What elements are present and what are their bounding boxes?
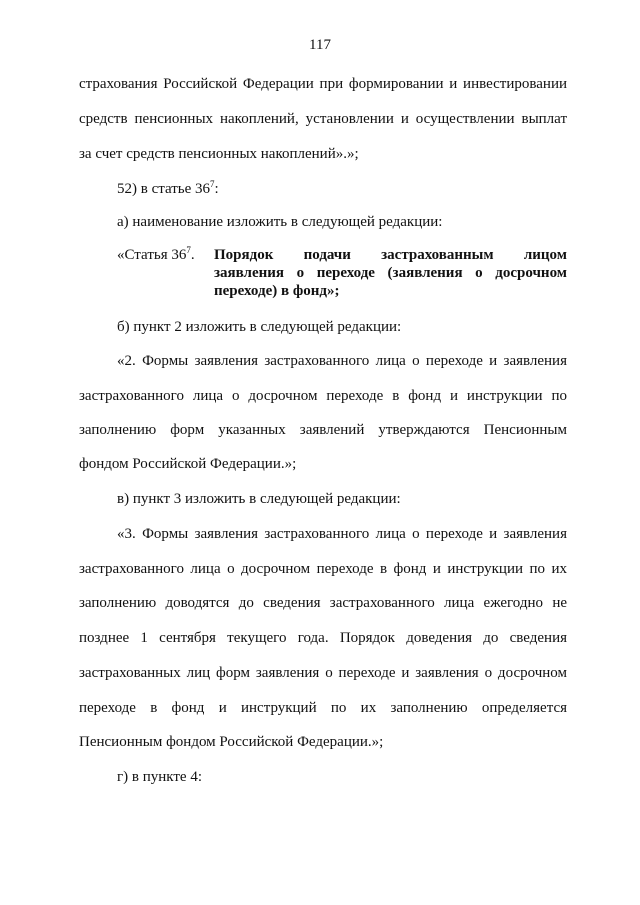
text-line: средств пенсионных накоплений, установлении и осуществлении выплат [79, 111, 567, 127]
article-title-block [79, 246, 567, 302]
article-title [214, 246, 567, 300]
page-number: 117 [309, 37, 331, 53]
text-line: Пенсионным фондом Российской Федерации.»; [79, 734, 384, 750]
text-line: заполнению доводятся до сведения застрахованного лица ежегодно не [79, 595, 567, 611]
article-label: «Статья $36^7$. [117, 245, 195, 263]
article-title-line: переходе) в фонд»; [214, 283, 340, 299]
text-line: за счет средств пенсионных накоплений».»; [79, 146, 359, 162]
article-title-line: Порядок подачи застрахованным лицом [214, 247, 567, 263]
text-line: фондом Российской Федерации.»; [79, 456, 297, 472]
text-line: «2. Формы заявления застрахованного лица о переходе и заявления [117, 353, 567, 369]
subitem-v: в) пункт 3 изложить в следующей редакции: [117, 491, 401, 507]
text-line: заполнению форм указанных заявлений утверждаются Пенсионным [79, 422, 567, 438]
item-52-heading: 52) в статье $36^7$: [117, 179, 219, 197]
article-title-line: заявления о переходе (заявления о досрочном [214, 265, 567, 281]
text-line: страхования Российской Федерации при формировании и инвестировании [79, 76, 567, 92]
subitem-b: б) пункт 2 изложить в следующей редакции: [117, 319, 402, 335]
subitem-g: г) в пункте 4: [117, 769, 203, 785]
text-line: «3. Формы заявления застрахованного лица о переходе и заявления [117, 526, 567, 542]
text-line: застрахованного лица о досрочном переходе в фонд и инструкции по [79, 388, 567, 404]
text-line: застрахованного лица о досрочном переходе в фонд и инструкции по их [79, 561, 567, 577]
text-line: переходе в фонд и инструкций по их заполнению определяется [79, 700, 567, 716]
subitem-a: а) наименование изложить в следующей редакции: [117, 214, 443, 230]
text-line: застрахованных лиц форм заявления о переходе и заявления о досрочном [79, 665, 567, 681]
text-line: позднее 1 сентября текущего года. Порядок доведения до сведения [79, 630, 567, 646]
